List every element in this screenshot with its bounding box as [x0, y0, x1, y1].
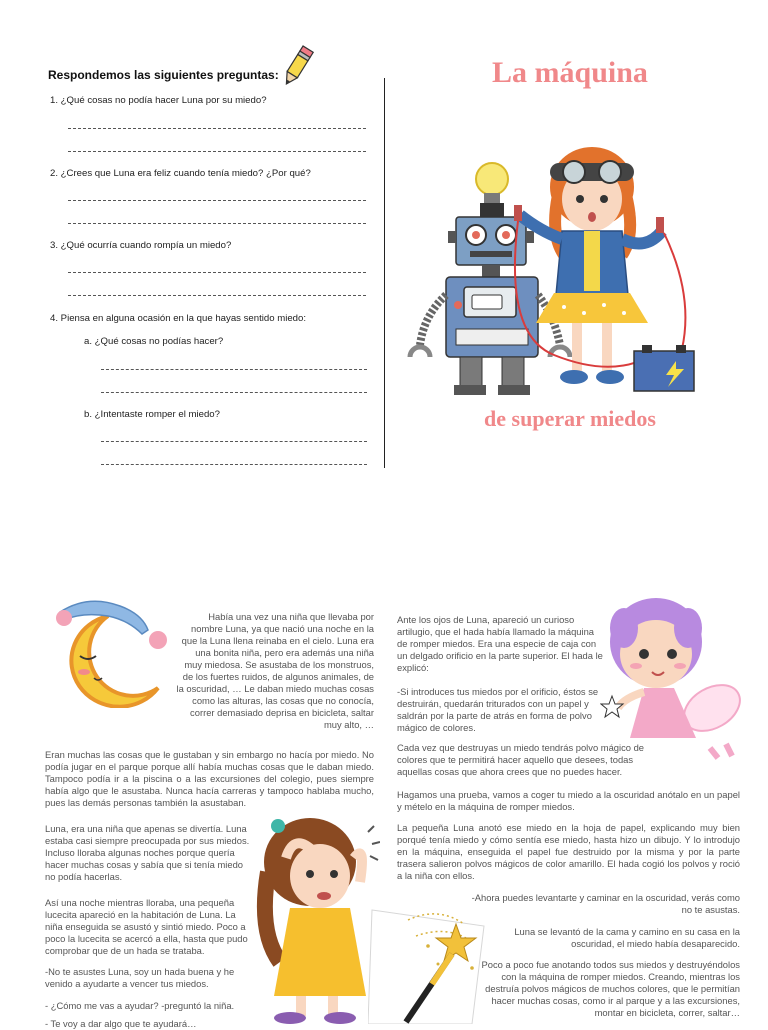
question-4: 4. Piensa en alguna ocasión en la que hayas sentido miedo: — [50, 313, 307, 324]
story-paragraph: - ¿Cómo me vas a ayudar? -preguntó la niña. — [45, 1000, 235, 1011]
robot-girl-illustration — [404, 135, 704, 400]
magic-wand-illustration — [368, 902, 492, 1024]
question-1: 1. ¿Qué cosas no podía hacer Luna por su miedo? — [50, 95, 267, 106]
story-paragraph: Luna se levantó de la cama y camino en su casa en la oscuridad, el miedo había desaparecido. — [514, 926, 740, 949]
scared-girl-illustration — [250, 812, 380, 1024]
answer-line[interactable] — [68, 295, 366, 296]
story-paragraph: Así una noche mientras lloraba, una pequeña lucecita apareció en la habitación de Luna. La niña enseguida se asustó y sintió miedo. Poco a poco la lucecita se acercó a ella, hasta que pudo comprobar que de un hada se trataba. — [45, 897, 248, 956]
answer-line[interactable] — [101, 441, 367, 442]
answer-line[interactable] — [101, 464, 367, 465]
question-4b: b. ¿Intentaste romper el miedo? — [84, 409, 220, 420]
answer-line[interactable] — [101, 369, 367, 370]
cover-title: La máquina — [492, 56, 648, 89]
fairy-illustration — [600, 588, 748, 764]
story-paragraph: -Si introduces tus miedos por el orificio, éstos se destruirán, quedarán triturados con un papel y saldrán por la parte de atrás en forma de polvo mágico de colores. — [397, 686, 599, 733]
story-paragraph: Hagamos una prueba, vamos a coger tu miedo a la oscuridad anótalo en un papel y mételo en la máquina de romper miedos. — [397, 789, 740, 812]
question-2: 2. ¿Crees que Luna era feliz cuando tenía miedo? ¿Por qué? — [50, 168, 311, 179]
cover-subtitle: de superar miedos — [484, 406, 656, 431]
pencil-icon — [278, 44, 316, 90]
story-paragraph: -No te asustes Luna, soy un hada buena y he venido a ayudarte a vencer tus miedos. — [45, 966, 235, 989]
story-paragraph: -Ahora puedes levantarte y caminar en la oscuridad, verás como no te asustas. — [471, 892, 740, 915]
story-paragraph: Cada vez que destruyas un miedo tendrás polvo mágico de colores que te permitirá hacer aquello que desees, todas aquellas cosas que ahora crees que no puedes hacer. — [397, 742, 645, 777]
worksheet-heading: Respondemos las siguientes preguntas: — [48, 68, 279, 82]
answer-line[interactable] — [68, 151, 366, 152]
question-3: 3. ¿Qué ocurría cuando rompía un miedo? — [50, 240, 232, 251]
story-paragraph: Poco a poco fue anotando todos sus miedos y destruyéndolos con la máquina de romper miedos. Creando, mientras los destruía polvos mágicos de muchos colores, que le permitían hacer muchas cosas, como ir al parque y a las excursiones, montar en bicicleta, correr, saltar… — [481, 959, 740, 1018]
story-paragraph: Había una vez una niña que llevaba por nombre Luna, ya que nació una noche en la que la Luna llena reinaba en el cielo. Luna era una bonita niña, pero era además una niña muy miedosa. Se asustaba de los monstruos, de los fuertes ruidos, de algunos animales, de la oscuridad, … Le daban miedo muchas cosas como las alturas, las cosas que no conocía, correr demasiado deprisa en bicicleta, saltar muy alto, … — [176, 611, 374, 730]
answer-line[interactable] — [101, 392, 367, 393]
story-paragraph: - Te voy a dar algo que te ayudará… — [45, 1018, 197, 1029]
story-paragraph: La pequeña Luna anotó ese miedo en la hoja de papel, explicando muy bien porqué tenía miedo y cómo sentía ese miedo, hasta hizo un dibujo. Y lo introdujo en la máquina, enseguida el papel fue destruido por la misma y por la parte trasera salieron polvos mágicos de color amarillo. El hada cogió los polvos y roció a la niña con ellos. — [397, 822, 740, 881]
answer-line[interactable] — [68, 223, 366, 224]
story-paragraph: Ante los ojos de Luna, apareció un curioso artilugio, que el hada había llamado la máquina de romper miedos. Era una especie de caja con un delgado orificio en la parte superior. El hada le explicó: — [397, 614, 603, 673]
story-paragraph: Eran muchas las cosas que le gustaban y sin embargo no hacía por miedo. No podía jugar en el parque porque allí había muchas cosas que le daban miedo. Tampoco podía ir a la piscina o a las excursiones del colegio, pues siempre había algo que le asustaba. Nunca hacía carreras y tampoco hablaba mucho, pues las demás personas también la asustaban. — [45, 749, 374, 808]
answer-line[interactable] — [68, 200, 366, 201]
story-paragraph: Luna, era una niña que apenas se divertía. Luna estaba casi siempre preocupada por sus miedos. Incluso lloraba algunas noches porque quería hacer muchas cosas y sabía que si tenía miedo no podía hacerlas. — [45, 823, 250, 882]
vertical-divider — [384, 78, 385, 468]
answer-line[interactable] — [68, 272, 366, 273]
question-4a: a. ¿Qué cosas no podías hacer? — [84, 336, 224, 347]
answer-line[interactable] — [68, 128, 366, 129]
